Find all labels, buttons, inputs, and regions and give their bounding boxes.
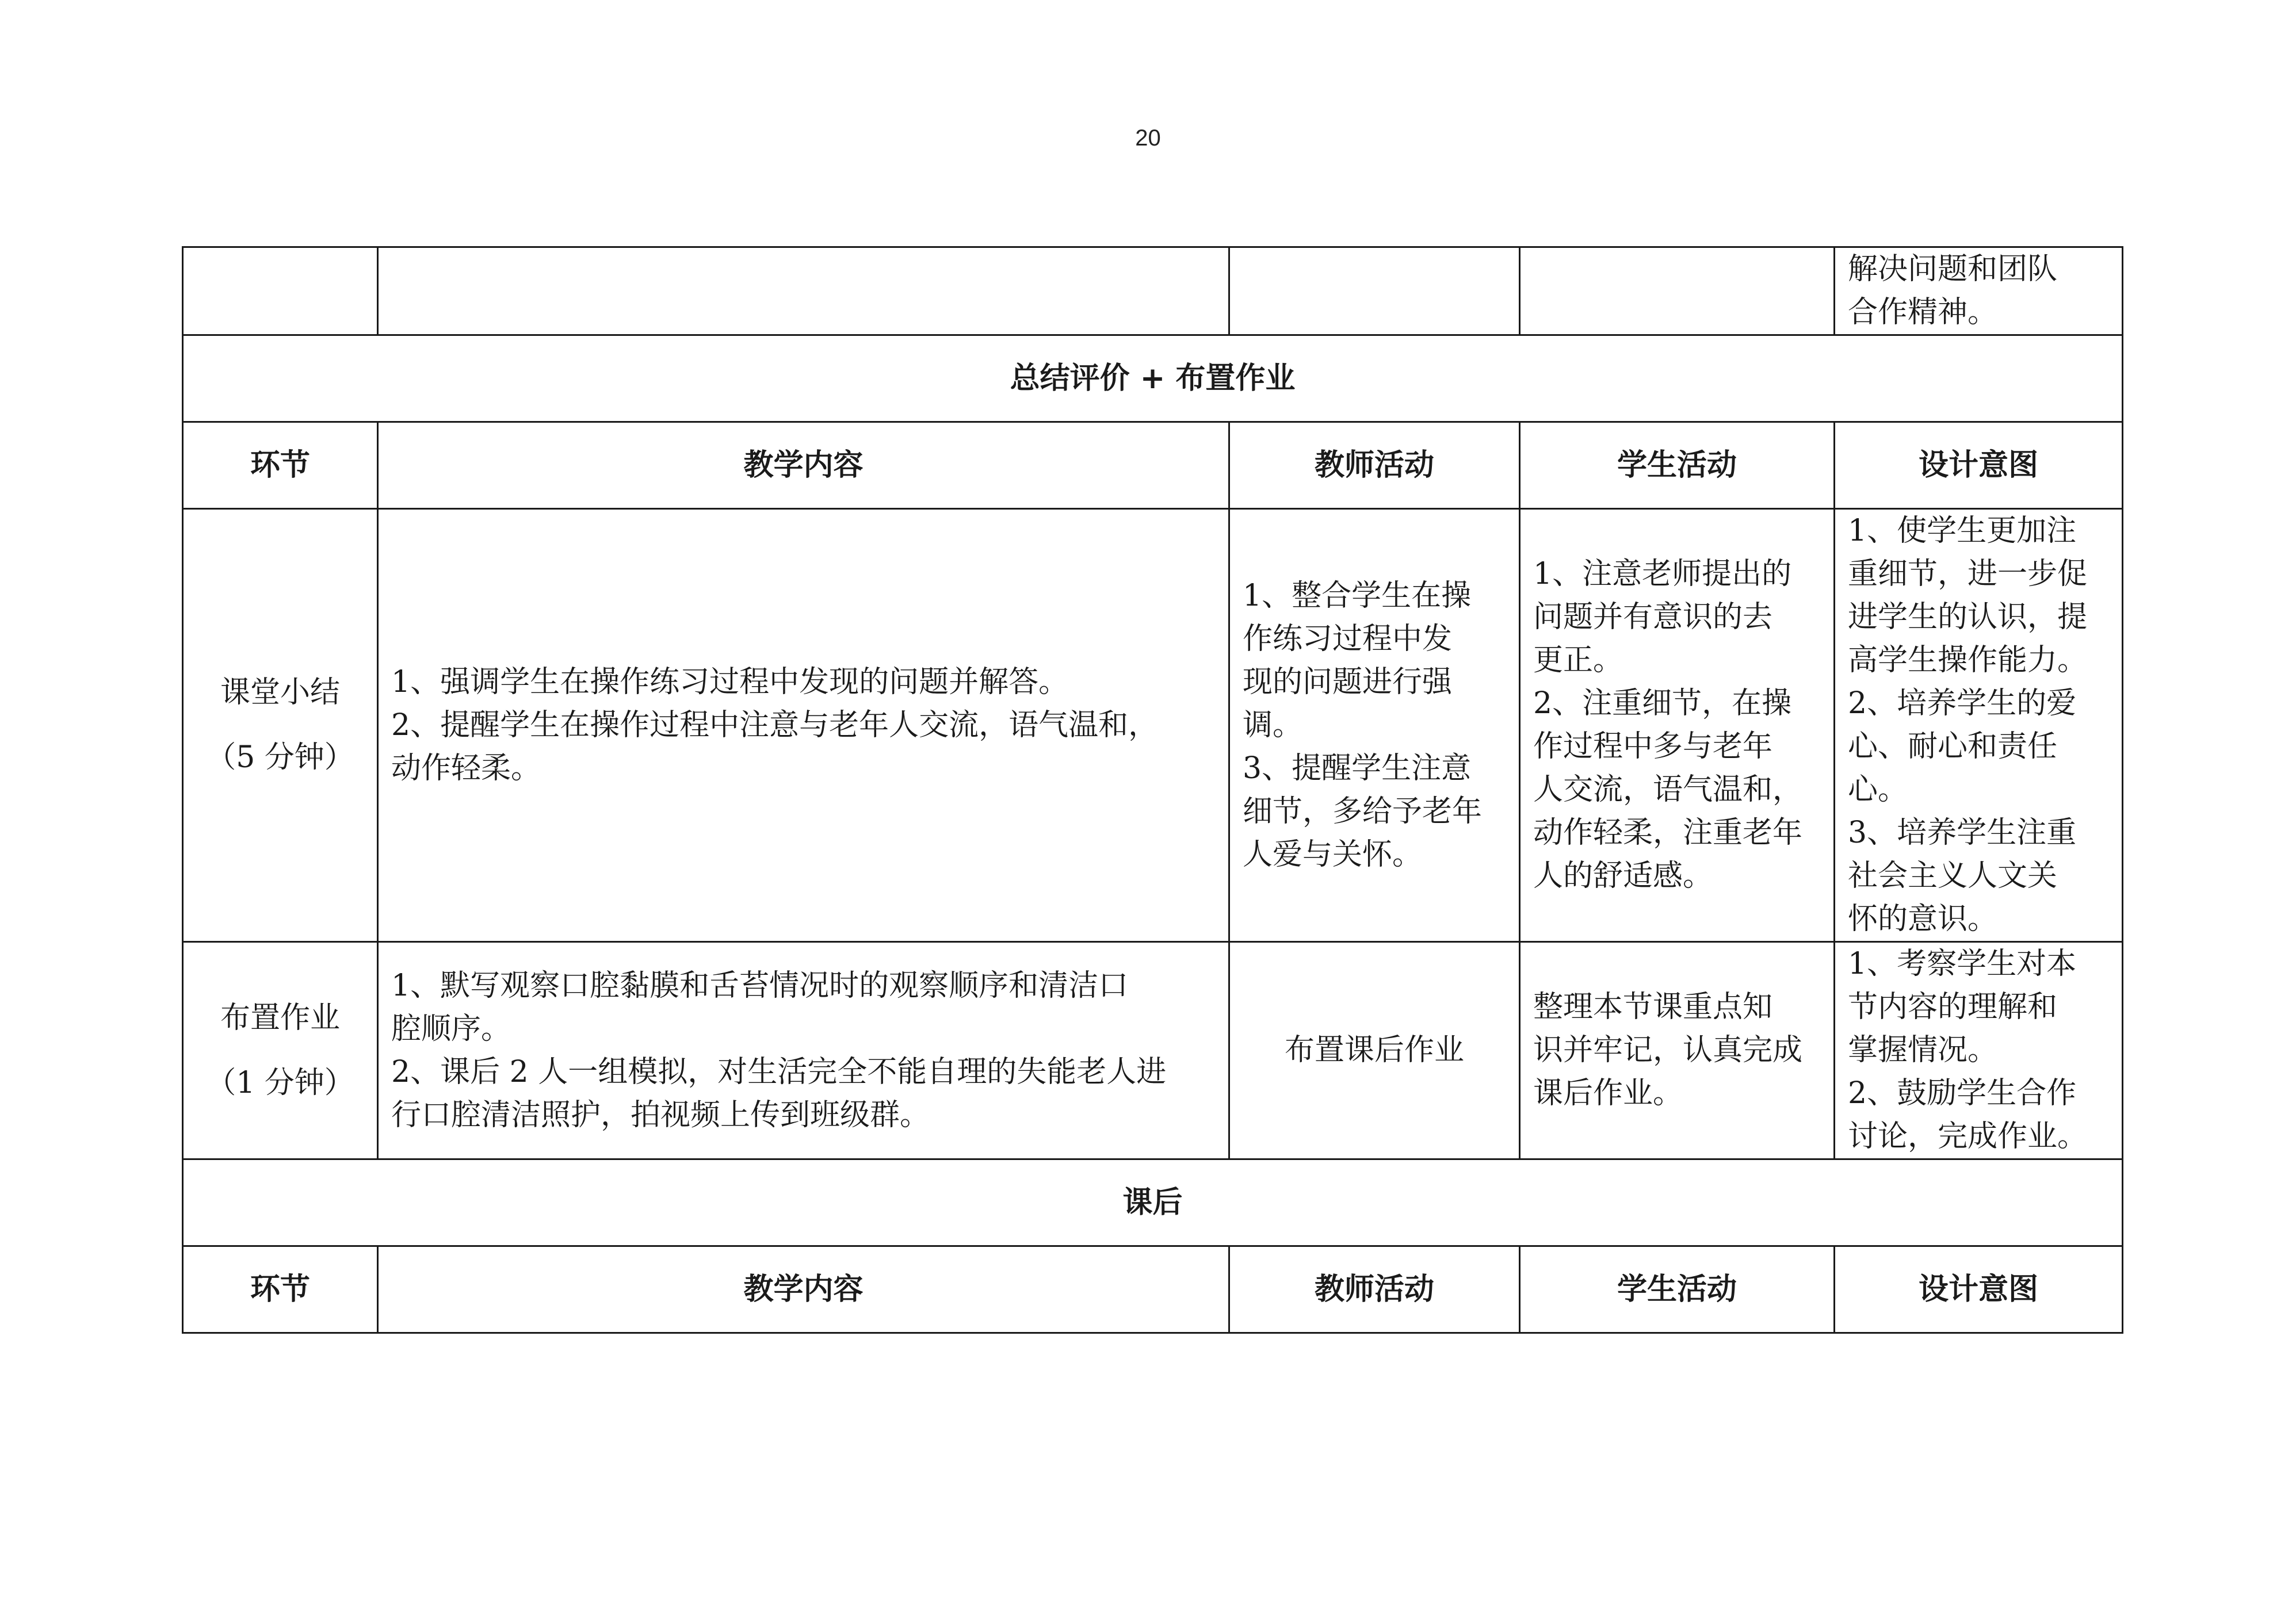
empty-cell (1520, 247, 1835, 335)
section-title-row (183, 1159, 2123, 1246)
column-header-row (183, 1246, 2123, 1333)
text-line: 2、培养学生的爱 (1848, 686, 2077, 721)
text-line: 2、鼓励学生合作 (1848, 1076, 2077, 1111)
text-line: 怀的意识。 (1848, 902, 1998, 936)
stage-duration: （5 分钟） (206, 740, 354, 775)
text-line: 作过程中多与老年 (1533, 729, 1773, 764)
column-header-intent: 设计意图 (1835, 1246, 2123, 1333)
column-header-intent: 设计意图 (1835, 422, 2123, 509)
text-line: 作练习过程中发 (1243, 621, 1453, 656)
text-line: 细节，多给予老年 (1243, 794, 1483, 829)
text-line: 课后作业。 (1533, 1076, 1683, 1111)
text-line: 人交流，语气温和， (1533, 772, 1803, 807)
text-line: 1、注意老师提出的 (1533, 557, 1792, 591)
table-row (183, 942, 2123, 1159)
text-line: 问题并有意识的去 (1533, 600, 1773, 634)
text-line: 3、培养学生注重 (1848, 816, 2077, 850)
text-line: 高学生操作能力。 (1848, 643, 2088, 677)
stage-cell (183, 509, 378, 942)
column-header-teacher: 教师活动 (1229, 422, 1520, 509)
content-cell (378, 942, 1229, 1159)
student-cell (1520, 942, 1835, 1159)
empty-cell (378, 247, 1229, 335)
table-row (183, 509, 2123, 942)
text-line: 重细节，进一步促 (1848, 557, 2088, 591)
page-number: 20 (1135, 125, 1161, 151)
text-line: 1、强调学生在操作练习过程中发现的问题并解答。 (391, 664, 1069, 699)
stage-duration: （1 分钟） (206, 1065, 354, 1100)
text-line: 更正。 (1533, 643, 1623, 677)
stage-cell (183, 942, 378, 1159)
text-line: 节内容的理解和 (1848, 990, 2058, 1024)
continuation-row (183, 247, 2123, 335)
teacher-cell (1229, 942, 1520, 1159)
text-line: 动作轻柔，注重老年 (1533, 816, 1803, 850)
column-header-student: 学生活动 (1520, 1246, 1835, 1333)
text-line: 腔顺序。 (391, 1011, 511, 1046)
text-line: 3、提醒学生注意 (1243, 751, 1472, 786)
text-line: 1、整合学生在操 (1243, 578, 1472, 613)
design-intent-cell (1835, 247, 2123, 335)
text-line: 进学生的认识，提 (1848, 600, 2088, 634)
column-header-student: 学生活动 (1520, 422, 1835, 509)
section-title-row (183, 335, 2123, 422)
text-line: 2、注重细节，在操 (1533, 686, 1792, 721)
empty-cell (1229, 247, 1520, 335)
teacher-cell (1229, 509, 1520, 942)
empty-cell (183, 247, 378, 335)
content-cell (378, 509, 1229, 942)
text-line: 讨论，完成作业。 (1848, 1119, 2088, 1154)
section-title-after-class: 课后 (183, 1159, 2123, 1246)
text-line: 2、课后 2 人一组模拟，对生活完全不能自理的失能老人进 (391, 1054, 1167, 1089)
text-line: 行口腔清洁照护，拍视频上传到班级群。 (391, 1097, 930, 1132)
column-header-content: 教学内容 (378, 1246, 1229, 1333)
intent-cell (1835, 509, 2123, 942)
intent-cell (1835, 942, 2123, 1159)
text-line: 整理本节课重点知 (1533, 990, 1773, 1024)
text-line: 心。 (1848, 772, 1908, 807)
text-line: 布置课后作业 (1284, 1033, 1464, 1067)
text-line: 人爱与关怀。 (1243, 837, 1423, 872)
stage-name: 课堂小结 (220, 675, 340, 710)
lesson-plan-table (182, 246, 2123, 1334)
text-line: 合作精神。 (1848, 295, 1998, 330)
text-line: 人的舒适感。 (1533, 859, 1713, 893)
text-line: 现的问题进行强 (1243, 664, 1453, 699)
text-line: 2、提醒学生在操作过程中注意与老年人交流，语气温和， (391, 707, 1159, 742)
text-line: 动作轻柔。 (391, 751, 541, 786)
column-header-teacher: 教师活动 (1229, 1246, 1520, 1333)
student-cell (1520, 509, 1835, 942)
stage-name: 布置作业 (220, 1000, 340, 1035)
column-header-stage: 环节 (183, 1246, 378, 1333)
text-line: 掌握情况。 (1848, 1033, 1998, 1067)
text-line: 调。 (1243, 707, 1303, 742)
text-line: 社会主义人文关 (1848, 859, 2058, 893)
column-header-stage: 环节 (183, 422, 378, 509)
column-header-row (183, 422, 2123, 509)
text-line: 心、耐心和责任 (1848, 729, 2058, 764)
text-line: 1、使学生更加注 (1848, 514, 2077, 548)
text-line: 识并牢记，认真完成 (1533, 1033, 1803, 1067)
text-line: 1、考察学生对本 (1848, 947, 2077, 981)
text-line: 1、默写观察口腔黏膜和舌苔情况时的观察顺序和清洁口 (391, 968, 1129, 1003)
text-line: 解决问题和团队 (1848, 252, 2058, 286)
section-title-summary: 总结评价 + 布置作业 (183, 335, 2123, 422)
column-header-content: 教学内容 (378, 422, 1229, 509)
